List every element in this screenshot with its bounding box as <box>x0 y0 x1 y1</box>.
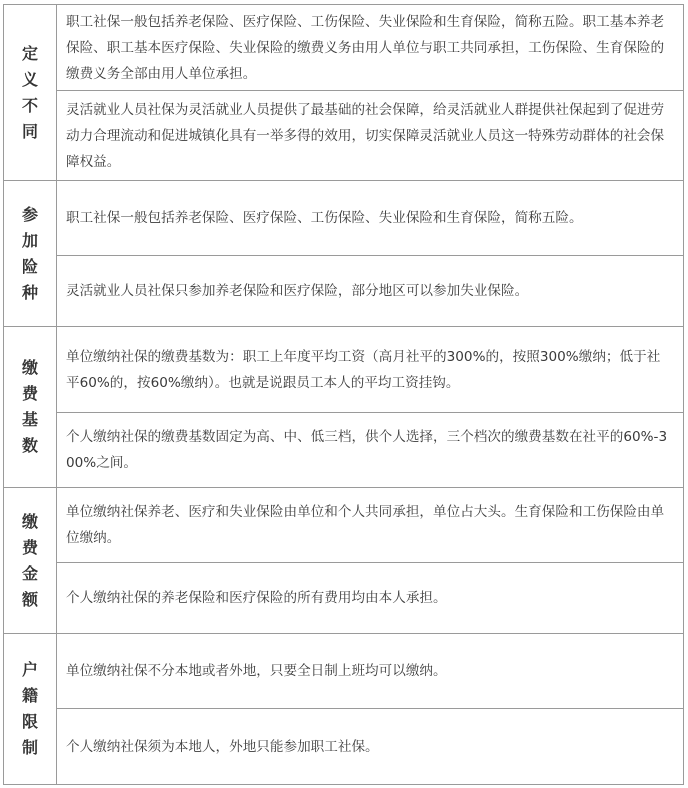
employee-social-security-cell: 单位缴纳社保的缴费基数为：职工上年度平均工资（高月社平的300%的，按照300%缴纳；低于社平60%的，按60%缴纳）。也就是说跟员工本人的平均工资挂钩。 <box>57 327 684 413</box>
category-cell-contribution-base <box>4 327 57 488</box>
table-row <box>4 709 684 785</box>
comparison-table <box>3 4 684 785</box>
employee-social-security-cell: 单位缴纳社保不分本地或者外地，只要全日制上班均可以缴纳。 <box>57 634 684 709</box>
table-row <box>4 563 684 634</box>
table-row <box>4 488 684 563</box>
category-cell-insurance-types <box>4 181 57 327</box>
table-row <box>4 634 684 709</box>
table-row <box>4 91 684 181</box>
employee-social-security-cell: 职工社保一般包括养老保险、医疗保险、工伤保险、失业保险和生育保险，简称五险。 <box>57 181 684 256</box>
table-row <box>4 256 684 327</box>
employee-social-security-cell: 职工社保一般包括养老保险、医疗保险、工伤保险、失业保险和生育保险，简称五险。职工基本养老保险、职工基本医疗保险、失业保险的缴费义务由用人单位与职工共同承担，工伤保险、生育保险的缴费义务全部由用人单位承担。 <box>57 5 684 91</box>
category-label: 缴费基数 <box>21 358 38 455</box>
flexible-employment-cell: 个人缴纳社保的缴费基数固定为高、中、低三档，供个人选择，三个档次的缴费基数在社平的60%-300%之间。 <box>57 413 684 488</box>
table-row <box>4 5 684 91</box>
category-cell-definition <box>4 5 57 181</box>
category-cell-contribution-amount <box>4 488 57 634</box>
category-cell-residency-restriction <box>4 634 57 785</box>
category-label: 缴费金额 <box>21 511 38 609</box>
employee-social-security-cell: 单位缴纳社保养老、医疗和失业保险由单位和个人共同承担，单位占大头。生育保险和工伤保险由单位缴纳。 <box>57 488 684 563</box>
flexible-employment-cell: 灵活就业人员社保只参加养老保险和医疗保险，部分地区可以参加失业保险。 <box>57 256 684 327</box>
category-label: 定义不同 <box>21 43 38 141</box>
category-label: 参加险种 <box>21 204 38 302</box>
category-label: 户籍限制 <box>21 660 38 757</box>
table-row <box>4 413 684 488</box>
table-row <box>4 181 684 256</box>
flexible-employment-cell: 个人缴纳社保的养老保险和医疗保险的所有费用均由本人承担。 <box>57 563 684 634</box>
table-row <box>4 327 684 413</box>
flexible-employment-cell: 灵活就业人员社保为灵活就业人员提供了最基础的社会保障，给灵活就业人群提供社保起到了促进劳动力合理流动和促进城镇化具有一举多得的效用，切实保障灵活就业人员这一特殊劳动群体的社会保障权益。 <box>57 91 684 181</box>
flexible-employment-cell: 个人缴纳社保须为本地人，外地只能参加职工社保。 <box>57 709 684 785</box>
